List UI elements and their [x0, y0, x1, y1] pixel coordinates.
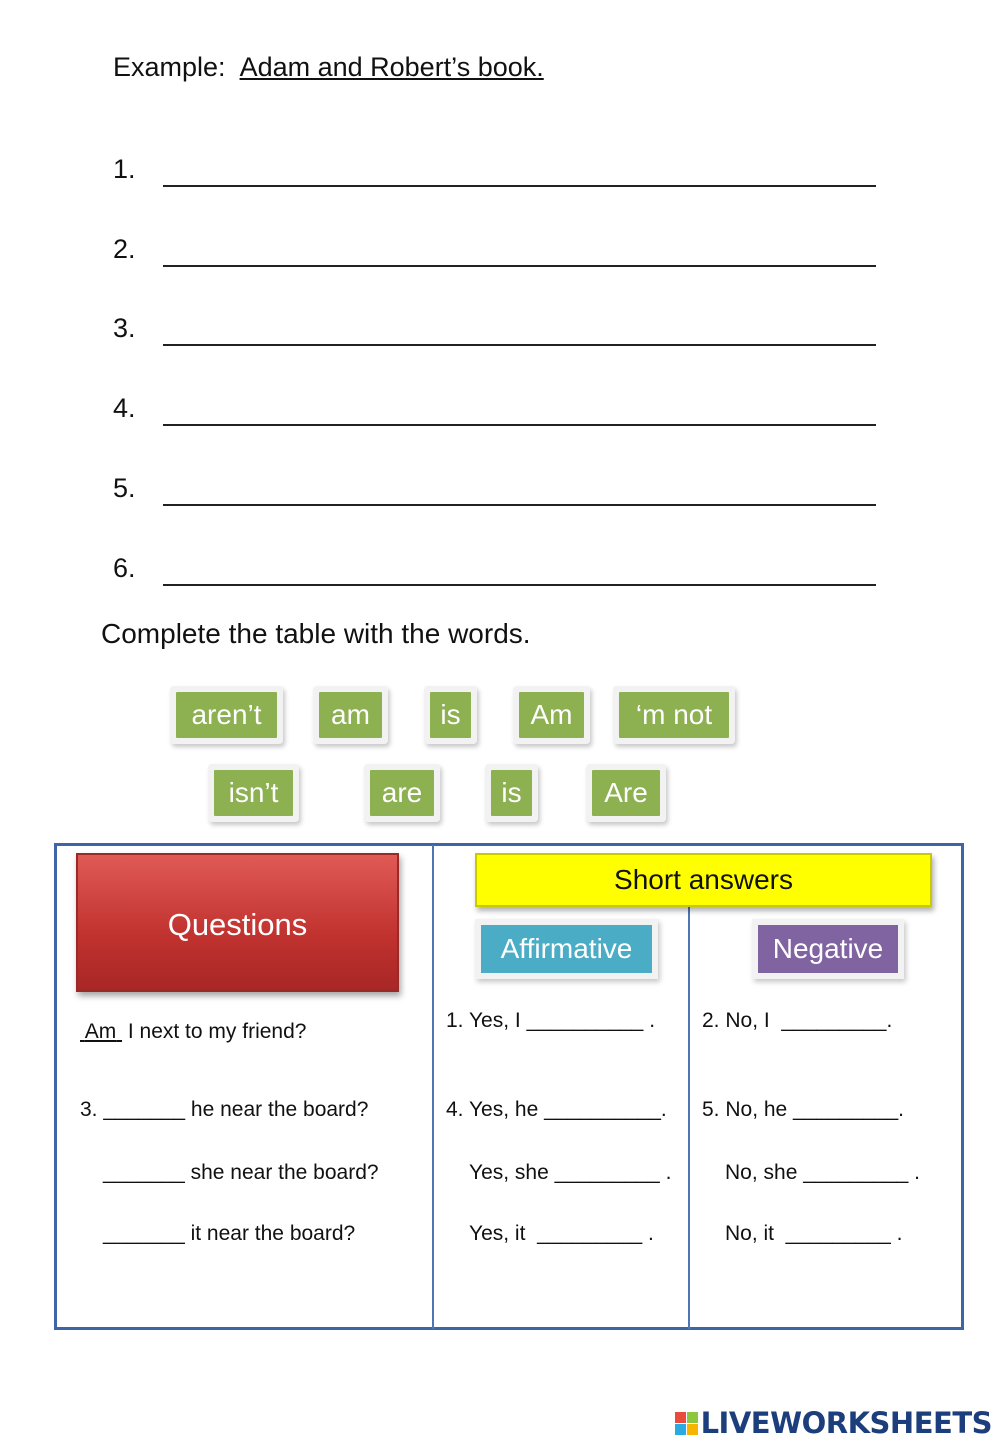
example-label: Example: — [113, 52, 226, 82]
word-chip[interactable]: ‘m not — [619, 692, 729, 738]
affirmative-row[interactable]: Yes, she _________ . — [469, 1161, 672, 1184]
affirmative-row[interactable]: 4. Yes, he __________. — [446, 1098, 667, 1121]
line-number-4: 4. — [113, 393, 136, 423]
affirmative-row[interactable]: Yes, it _________ . — [469, 1222, 654, 1245]
line-number-2: 2. — [113, 234, 136, 264]
line-number-6: 6. — [113, 553, 136, 583]
logo-text: LIVEWORKSHEETS — [700, 1406, 992, 1440]
word-chip[interactable]: isn’t — [214, 770, 293, 816]
affirmative-label: Affirmative — [481, 925, 652, 973]
word-chip[interactable]: Am — [519, 692, 584, 738]
answer-line-5[interactable] — [163, 504, 876, 506]
question-filled-answer[interactable]: Am — [84, 1020, 117, 1043]
example-line — [113, 52, 544, 83]
word-chip[interactable]: Are — [592, 770, 660, 816]
logo-blocks-icon — [675, 1412, 698, 1435]
column-divider — [688, 907, 690, 1329]
question-row[interactable]: _______ she near the board? — [103, 1161, 379, 1184]
answer-line-4[interactable] — [163, 424, 876, 426]
negative-row[interactable]: No, she _________ . — [725, 1161, 920, 1184]
negative-row[interactable]: 2. No, I _________. — [702, 1009, 893, 1032]
negative-row[interactable]: No, it _________ . — [725, 1222, 903, 1245]
line-number-5: 5. — [113, 473, 136, 503]
answer-line-1[interactable] — [163, 185, 876, 187]
question-row[interactable]: 3. _______ he near the board? — [80, 1098, 369, 1121]
word-chip[interactable]: aren’t — [176, 692, 277, 738]
word-chip[interactable]: is — [430, 692, 471, 738]
line-number-3: 3. — [113, 313, 136, 343]
question-row: Am I next to my friend? — [80, 1020, 306, 1044]
column-divider — [432, 845, 434, 1329]
negative-label: Negative — [758, 925, 898, 973]
negative-row[interactable]: 5. No, he _________. — [702, 1098, 905, 1121]
word-chip[interactable]: am — [319, 692, 382, 738]
line-number-1: 1. — [113, 154, 136, 184]
example-answer: Adam and Robert’s book. — [239, 52, 544, 82]
word-chip[interactable]: is — [491, 770, 532, 816]
answer-line-2[interactable] — [163, 265, 876, 267]
word-chip[interactable]: are — [370, 770, 434, 816]
liveworksheets-logo — [675, 1406, 992, 1440]
question-row[interactable]: _______ it near the board? — [103, 1222, 356, 1245]
short-answers-header: Short answers — [475, 853, 932, 907]
questions-header: Questions — [76, 853, 399, 992]
answer-line-6[interactable] — [163, 584, 876, 586]
answer-line-3[interactable] — [163, 344, 876, 346]
affirmative-row[interactable]: 1. Yes, I __________ . — [446, 1009, 656, 1032]
instruction-text: Complete the table with the words. — [101, 618, 531, 649]
